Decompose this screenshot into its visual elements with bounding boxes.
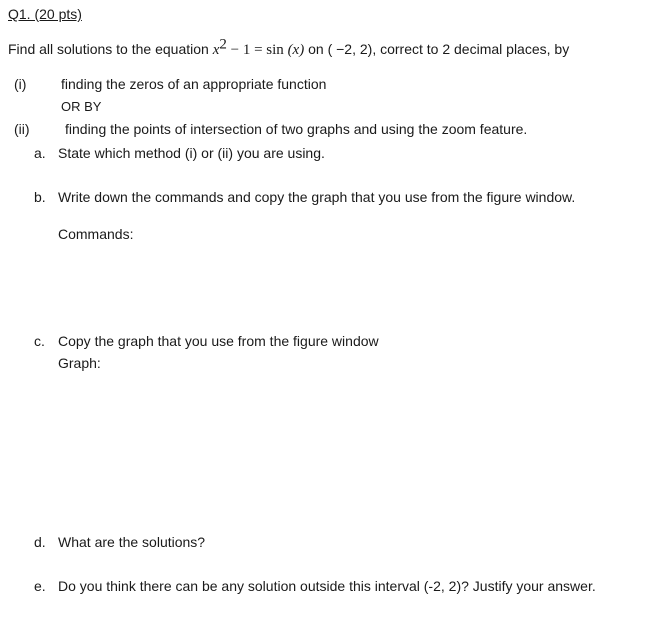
method-1-text: finding the zeros of an appropriate function [61, 76, 327, 92]
part-c-text: Copy the graph that you use from the figure window [58, 333, 379, 349]
part-b-label: b. [34, 189, 46, 205]
intro-after: , correct to 2 decimal places, by [372, 41, 570, 57]
part-b-text: Write down the commands and copy the graph that you use from the figure window. [58, 189, 576, 205]
eq-sin-arg: (x) [283, 42, 305, 58]
eq-minus-one: − 1 = [226, 42, 267, 58]
question-header: Q1. (20 pts) [8, 6, 82, 22]
part-c-label: c. [34, 333, 45, 349]
part-e-text: Do you think there can be any solution outside this interval (-2, 2)? Justify your answer. [58, 578, 596, 594]
part-d-label: d. [34, 534, 46, 550]
part-c-graph-label: Graph: [58, 355, 101, 371]
method-2-numeral: (ii) [14, 121, 30, 137]
method-1-numeral: (i) [14, 76, 27, 92]
eq-exponent: 2 [219, 36, 227, 53]
or-by-text: OR BY [61, 99, 102, 114]
eq-interval: ( −2, 2) [327, 41, 373, 57]
intro-before: Find all solutions to the equation [8, 41, 213, 57]
question-intro [8, 36, 570, 59]
method-2-text: finding the points of intersection of two graphs and using the zoom feature. [65, 121, 528, 137]
part-a-label: a. [34, 145, 46, 161]
eq-x: x [212, 42, 220, 58]
part-d-text: What are the solutions? [58, 534, 206, 550]
eq-sin: sin [266, 42, 284, 58]
eq-on: on [304, 41, 328, 57]
part-b-commands-label: Commands: [58, 226, 134, 242]
part-a-text: State which method (i) or (ii) you are using. [58, 145, 325, 161]
part-e-label: e. [34, 578, 46, 594]
